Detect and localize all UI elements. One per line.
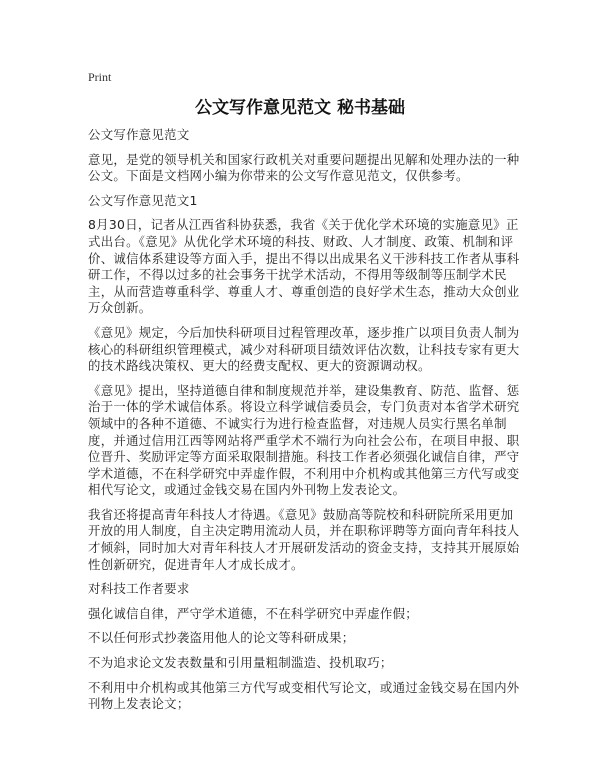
subtitle: 公文写作意见范文 [88,127,190,142]
requirement-item: 不为追求论文发表数量和引用量粗制滥造、投机取巧； [88,655,393,671]
intro-paragraph: 意见，是党的领导机关和国家行政机关对重要问题提出见解和处理办法的一种公文。下面是文档网小编为你带来的公文写作意见范文，仅供参考。 [88,151,520,184]
paragraph: 我省还将提高青年科技人才待遇。《意见》鼓励高等院校和科研院所采用更加开放的用人制度，自主决定聘用流动人员，并在职称评聘等方面向青年科技人才倾斜，同时加大对青年科技人才开展研发活动的资金支持，支持其开展原始性创新研究，促进青年人才成长成才。 [88,506,520,572]
section-heading: 公文写作意见范文1 [88,192,198,208]
requirements-heading: 对科技工作者要求 [88,581,190,597]
requirement-item: 不以任何形式抄袭盗用他人的论文等科研成果； [88,630,355,646]
requirement-item: 不利用中介机构或其他第三方代写或变相代写论文，或通过金钱交易在国内外刊物上发表论文； [88,679,520,712]
paragraph: 《意见》规定，今后加快科研项目过程管理改革，逐步推广以项目负责人制为核心的科研组织管理模式，减少对科研项目绩效评估次数，让科技专家有更大的技术路线决策权、更大的经费支配权、更大的资源调动权。 [88,324,520,374]
paragraph: 8月30日，记者从江西省科协获悉，我省《关于优化学术环境的实施意见》正式出台。《意见》从优化学术环境的科技、财政、人才制度、政策、机制和评价、诚信体系建设等方面入手，提出不得以出成果名义干涉科技工作者从事科研工作，不得以过多的社会事务干扰学术活动，不得用等级制等压制学术民主，从而营造尊重科学、尊重人才、尊重创造的良好学术生态，推动大众创业万众创新。 [88,217,520,316]
print-label[interactable]: Print [88,70,112,84]
document-title: 公文写作意见范文 秘书基础 [195,98,405,118]
requirement-item: 强化诚信自律，严守学术道德，不在科学研究中弄虚作假； [88,605,418,621]
paragraph: 《意见》提出，坚持道德自律和制度规范并举，建设集教育、防范、监督、惩治于一体的学术诚信体系。将设立科学诚信委员会，专门负责对本省学术研究领域中的各种不道德、不诚实行为进行检查监督，对违规人员实行黑名单制度，并通过信用江西等网站将严重学术不端行为向社会公布，在项目申报、职位晋升、奖励评定等方面采取限制措施。科技工作者必须强化诚信自律，严守学术道德，不在科学研究中弄虚作假，不利用中介机构或其他第三方代写或变相代写论文，或通过金钱交易在国内外刊物上发表论文。 [88,382,520,498]
